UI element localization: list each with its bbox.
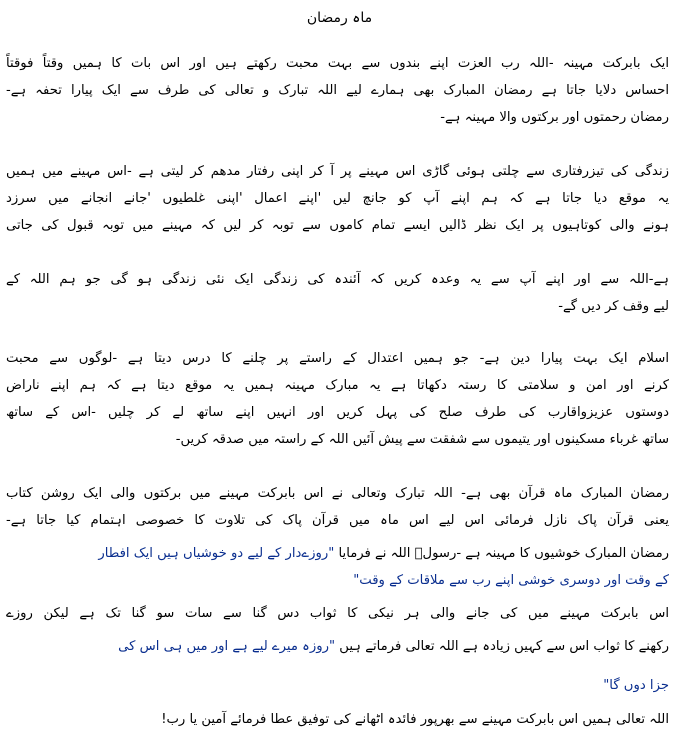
text-line: یہ موقع دیا جاتا ہے کہ ہم اپنے آپ کو جانچ لیں 'اپنے اعمال 'اپنی غلطیوں 'جانے انجانے میں سرزد [6,191,669,206]
text-line: ہے-اللہ سے اور اپنے آپ سے یہ وعدہ کریں کہ آئندہ کی زندگی ایک نئی زندگی ہو گی جو ہم اللہ کے [6,272,669,287]
text-line: ایک بابرکت مہینہ -اللہ رب العزت اپنے بندوں سے بہت محبت رکھتے ہیں اور اس بات کا ہمیں وقتاً فوقتاً [6,56,669,71]
text-line [6,672,669,699]
text-line: اس بابرکت مہینے میں کی جانے والی ہر نیکی کا ثواب دس گنا سے سات سو گنا تک ہے لیکن روزے [6,606,669,621]
text-line: کرنے اور امن و سلامتی کا رستہ دکھاتا ہے یہ مبارک مہینہ ہمیں یہ موقع دیتا ہے کہ ہم اپنے ناراض [6,378,669,393]
text-line: یعنی قرآن پاک نازل فرمائی اس لیے اس ماہ میں قرآن پاک کی تلاوت کا خصوصی اہتمام کیا جاتا ہے- [6,513,669,528]
hadith-quote: جزا دوں گا" [603,678,669,693]
text-line [6,567,669,594]
hadith-quote: "روزےدار کے لیے دو خوشیاں ہیں ایک افطار [98,546,335,561]
text-line: احساس دلایا جاتا ہے رمضان المبارک بھی ہمارے لیے اللہ تبارک و تعالی کی طرف سے ایک پیارا تحفہ ہے- [6,83,669,98]
text-line: ہونے والی کوتاہیوں پر ایک نظر ڈالیں ایسے تمام کاموں سے توبہ کر لیں کہ مہینے میں توبہ قبول کی جاتی [6,218,669,233]
text-line: رمضان المبارک خوشیوں کا مہینہ ہے -رسولؐ اللہ نے فرمایا "روزےدار کے لیے دو خوشیاں ہیں ایک افطار [98,546,669,561]
hadith-quote: "روزہ میرے لیے ہے اور میں ہی اس کی [118,639,336,654]
text-line: رمضان المبارک ماہ قرآن بھی ہے- اللہ تبارک وتعالی نے اس بابرکت مہینے میں برکتوں والی ایک روشن کتاب [6,486,669,501]
text-line: لیے وقف کر دیں گے- [558,299,669,314]
text-line: رکھنے کا ثواب اس سے کہیں زیادہ ہے اللہ تعالی فرماتے ہیں "روزہ میرے لیے ہے اور میں ہی اس کی [118,639,669,654]
text-line: ساتھ غرباء مسکینوں اور یتیموں سے شفقت سے پیش آئیں اللہ کے راستہ میں صدقہ کریں- [175,432,669,447]
page-title: ماہ رمضان [306,10,373,26]
hadith-quote: کے وقت اور دوسری خوشی اپنے رب سے ملاقات کے وقت" [353,573,669,588]
text-line: اللہ تعالی ہمیں اس بابرکت مہینے سے بھرپور فائدہ اٹھانے کی توفیق عطا فرمائے آمین یا رب! [161,712,669,727]
text-line: دوستوں عزیزواقارب کی طرف صلح کی پہل کریں اور انہیں اپنے ساتھ لے کر چلیں -اس کے ساتھ [6,405,669,420]
text-line: رمضان رحمتوں اور برکتوں والا مہینہ ہے- [440,110,669,125]
text-line: زندگی کی تیزرفتاری سے چلتی ہوئی گاڑی اس مہینے پر آ کر اپنی رفتار مدھم کر لیتی ہے -اس مہینے میں ہمیں [6,164,669,179]
text-line: اسلام ایک بہت پیارا دین ہے- جو ہمیں اعتدال کے راستے پر چلنے کا درس دیتا ہے -لوگوں سے محبت [6,351,669,366]
